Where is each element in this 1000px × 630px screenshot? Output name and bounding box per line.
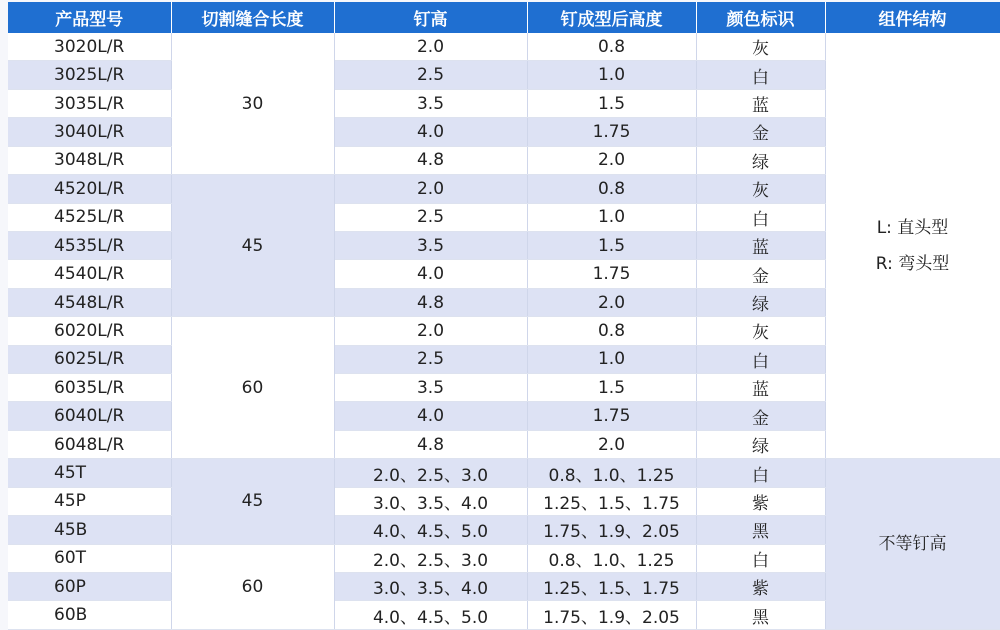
color-cell: 紫 [696,573,825,601]
formed-height-cell: 1.5 [527,374,696,402]
color-cell: 金 [696,260,825,288]
color-cell: 灰 [696,175,825,203]
model-cell: 6048L/R [8,430,171,458]
color-cell: 黑 [696,516,825,544]
formed-height-cell: 0.8、1.0、1.25 [527,544,696,572]
formed-height-cell: 2.0 [527,288,696,316]
model-cell: 60T [8,544,171,572]
length-cell: 60 [171,544,334,629]
model-cell: 45T [8,459,171,487]
color-cell: 蓝 [696,231,825,259]
length-cell: 45 [171,175,334,317]
color-cell: 白 [696,459,825,487]
formed-height-cell: 1.0 [527,61,696,89]
color-cell: 白 [696,345,825,373]
model-cell: 4535L/R [8,231,171,259]
staple-height-cell: 4.0 [334,260,527,288]
formed-height-cell: 1.0 [527,203,696,231]
color-cell: 金 [696,118,825,146]
model-cell: 6025L/R [8,345,171,373]
table-row [8,459,1000,487]
structure-cell-lr [825,33,1000,459]
formed-height-cell: 0.8 [527,33,696,61]
staple-height-cell: 2.5 [334,203,527,231]
color-cell: 紫 [696,487,825,515]
color-cell: 金 [696,402,825,430]
staple-height-cell: 2.5 [334,345,527,373]
model-cell: 60B [8,601,171,629]
color-cell: 黑 [696,601,825,629]
staple-height-cell: 4.8 [334,288,527,316]
staple-height-cell: 2.0 [334,175,527,203]
staple-height-cell: 4.0 [334,118,527,146]
staple-height-cell: 2.0、2.5、3.0 [334,544,527,572]
staple-height-cell: 4.8 [334,430,527,458]
model-cell: 3040L/R [8,118,171,146]
staple-height-cell: 3.0、3.5、4.0 [334,573,527,601]
table-body [8,33,1000,629]
length-cell: 45 [171,459,334,544]
formed-height-cell: 2.0 [527,146,696,174]
formed-height-cell: 1.75 [527,118,696,146]
length-cell: 30 [171,33,334,175]
color-cell: 绿 [696,430,825,458]
length-cell: 60 [171,317,334,459]
color-cell: 绿 [696,146,825,174]
formed-height-cell: 1.5 [527,89,696,117]
formed-height-cell: 1.75 [527,260,696,288]
color-cell: 白 [696,61,825,89]
structure-straight-label: L: 直头型 [876,217,949,238]
staple-height-cell: 4.0 [334,402,527,430]
formed-height-cell: 1.75、1.9、2.05 [527,516,696,544]
model-cell: 6040L/R [8,402,171,430]
staple-height-cell: 3.0、3.5、4.0 [334,487,527,515]
formed-height-cell: 1.5 [527,231,696,259]
model-cell: 6020L/R [8,317,171,345]
header-structure: 组件结构 [825,2,1000,33]
staple-height-cell: 3.5 [334,89,527,117]
color-cell: 白 [696,544,825,572]
model-cell: 3025L/R [8,61,171,89]
color-cell: 蓝 [696,89,825,117]
model-cell: 45B [8,516,171,544]
formed-height-cell: 1.75 [527,402,696,430]
header-formed-height: 钉成型后高度 [527,2,696,33]
structure-curved-label: R: 弯头型 [875,253,950,274]
color-cell: 灰 [696,33,825,61]
model-cell: 3048L/R [8,146,171,174]
staple-height-cell: 2.0、2.5、3.0 [334,459,527,487]
model-cell: 4548L/R [8,288,171,316]
table-row [8,33,1000,61]
color-cell: 蓝 [696,374,825,402]
staple-height-cell: 2.0 [334,33,527,61]
staple-height-cell: 2.0 [334,317,527,345]
staple-height-cell: 4.0、4.5、5.0 [334,516,527,544]
formed-height-cell: 1.25、1.5、1.75 [527,573,696,601]
model-cell: 4525L/R [8,203,171,231]
header-staple-height: 钉高 [334,2,527,33]
header-color: 颜色标识 [696,2,825,33]
formed-height-cell: 2.0 [527,430,696,458]
product-spec-table [8,2,1000,630]
model-cell: 4520L/R [8,175,171,203]
color-cell: 白 [696,203,825,231]
staple-height-cell: 3.5 [334,231,527,259]
color-cell: 绿 [696,288,825,316]
formed-height-cell: 0.8 [527,175,696,203]
staple-height-cell: 2.5 [334,61,527,89]
structure-cell-uneven: 不等钉高 [825,459,1000,630]
color-cell: 灰 [696,317,825,345]
header-length: 切割缝合长度 [171,2,334,33]
staple-height-cell: 4.8 [334,146,527,174]
header-model: 产品型号 [8,2,171,33]
formed-height-cell: 1.0 [527,345,696,373]
model-cell: 3035L/R [8,89,171,117]
model-cell: 3020L/R [8,33,171,61]
model-cell: 45P [8,487,171,515]
model-cell: 6035L/R [8,374,171,402]
formed-height-cell: 1.75、1.9、2.05 [527,601,696,629]
model-cell: 60P [8,573,171,601]
formed-height-cell: 1.25、1.5、1.75 [527,487,696,515]
formed-height-cell: 0.8、1.0、1.25 [527,459,696,487]
formed-height-cell: 0.8 [527,317,696,345]
staple-height-cell: 3.5 [334,374,527,402]
staple-height-cell: 4.0、4.5、5.0 [334,601,527,629]
header-row [8,2,1000,33]
model-cell: 4540L/R [8,260,171,288]
